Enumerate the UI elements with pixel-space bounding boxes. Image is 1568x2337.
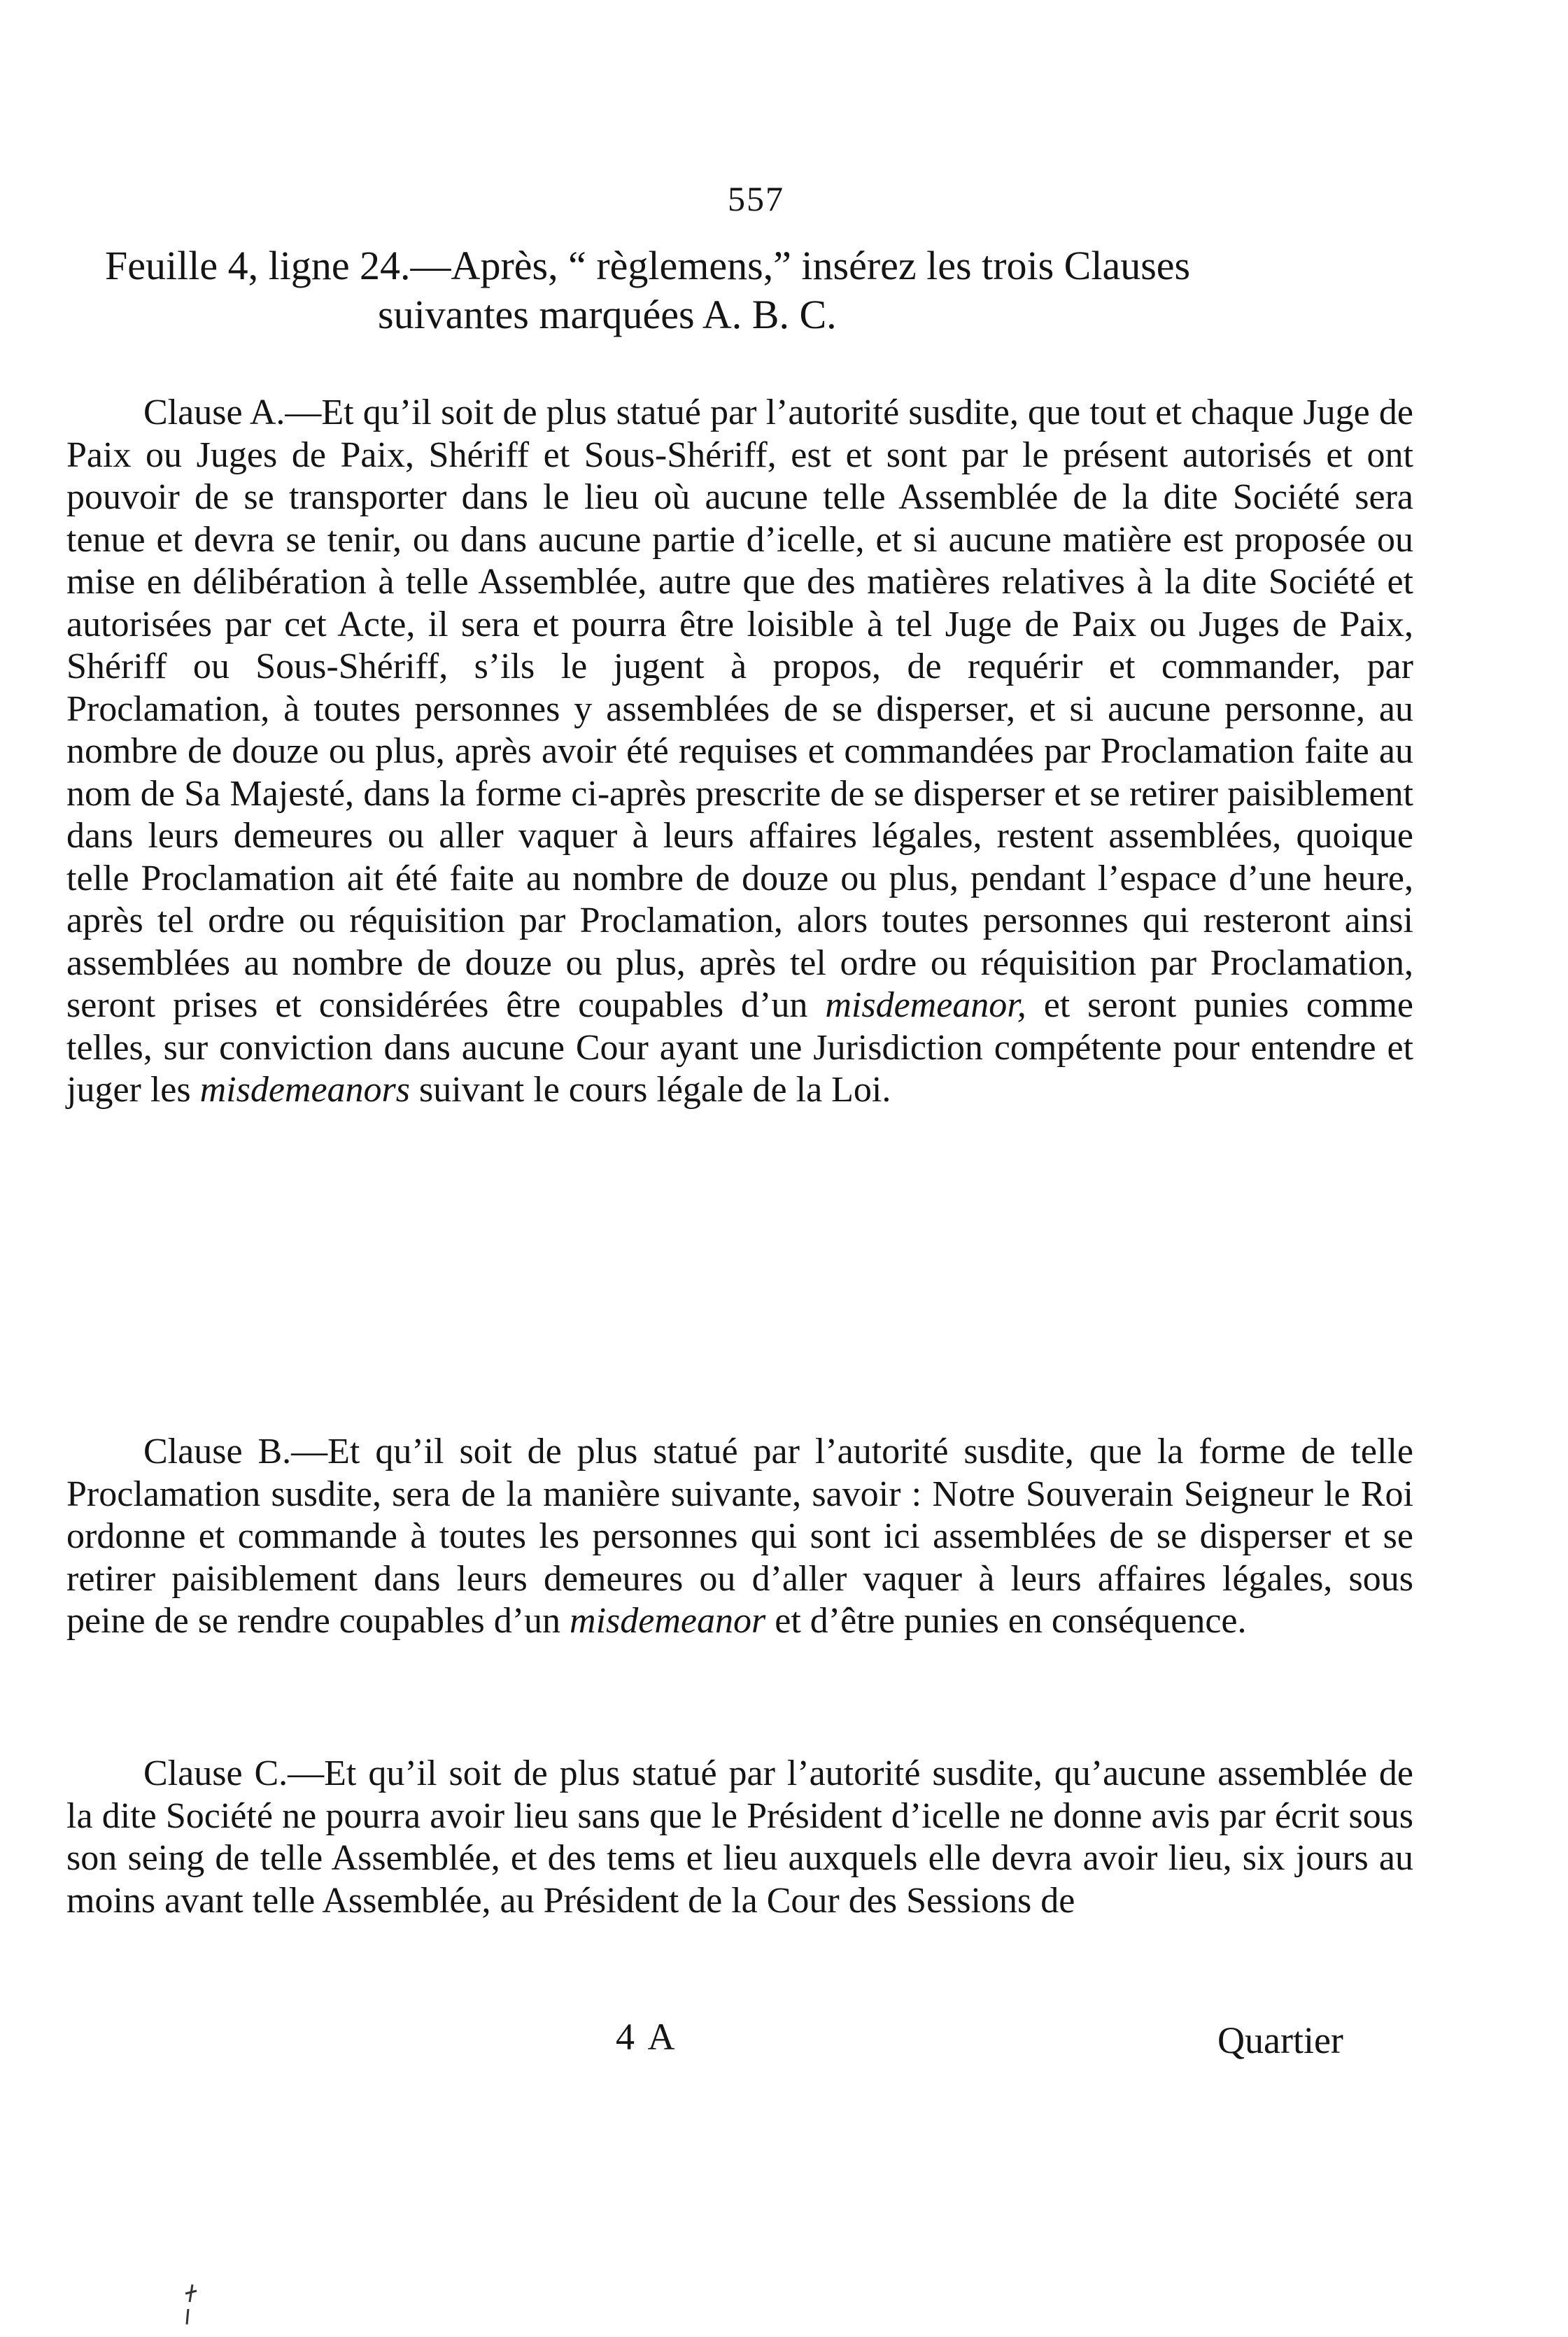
clause-c-paragraph [66,1753,1413,1922]
clause-a [66,392,1413,1112]
clause-a-text-middle: et seront punies comme telles, sur conviction dans aucune Cour ayant une Jurisdiction compétente pour entendre et juger les [66,985,1413,1110]
clause-c [66,1753,1413,1922]
ink-mark-icon [171,2281,213,2330]
clause-b-label: Clause B. [143,1432,292,1471]
amendment-instruction [105,241,1406,339]
catchword: Quartier [1217,2019,1343,2061]
clause-b-text-before: —Et qu’il soit de plus statué par l’autorité susdite, que la forme de telle Proclamation susdite, sera de la manière suivante, savoir : Notre Souverain Seigneur le Roi ordonne et commande à toutes les personnes qui sont ici assemblées de se disperser et se retirer paisiblement dans leurs demeures ou d’aller vaquer à leurs affaires légales, sous peine de se rendre coupables d’un [66,1432,1413,1641]
clause-b-italic-1: misdemeanor [570,1601,766,1641]
clause-b-text-after: et d’être punies en conséquence. [775,1601,1247,1641]
clause-a-italic-1: misdemeanor, [825,985,1026,1025]
clause-c-text: —Et qu’il soit de plus statué par l’autorité susdite, qu’aucune assemblée de la dite Société ne pourra avoir lieu sans que le Président d’icelle ne donne avis par écrit sous son seing de telle Assemblée, et des tems et lieu auxquels elle devra avoir lieu, six jours au moins avant telle Assemblée, au Président de la Cour des Sessions de [66,1753,1413,1921]
clause-c-label: Clause C. [143,1753,288,1793]
clause-b-paragraph [66,1431,1413,1643]
clause-a-label: Clause A. [143,393,285,432]
clause-a-text-before: —Et qu’il soit de plus statué par l’autorité susdite, que tout et chaque Juge de Paix ou Juges de Paix, Shériff et Sous-Shériff, est et sont par le présent autorisés et ont pouvoir de se transporter dans le lieu où aucune telle Assemblée de la dite Société sera tenue et devra se tenir, ou dans aucune partie d’icelle, et si aucune matière est proposée ou mise en délibération à telle Assemblée, autre que des matières relatives à la dite Société et autorisées par cet Acte, il sera et pourra être loisible à tel Juge de Paix ou Juges de Paix, Shériff ou Sous-Shériff, s’ils le jugent à propos, de requérir et commander, par Proclamation, à toutes personnes y assemblées de se disperser, et si aucune personne, au nombre de douze ou plus, après avoir été requises et commandées par Proclamation faite au nom de Sa Majesté, dans la forme ci-après prescrite de se disperser et se retirer paisiblement dans leurs demeures ou aller vaquer à leurs affaires légales, restent assemblées, quoique telle Proclamation ait été faite au nombre de douze ou plus, pendant l’espace d’une heure, après tel ordre ou réquisition par Proclamation, alors toutes personnes qui resteront ainsi assemblées au nombre de douze ou plus, après tel ordre ou réquisition par Proclamation, seront prises et considérées être coupables d’un [66,393,1413,1025]
page-number: 557 [728,179,784,218]
clause-a-paragraph [66,392,1413,1112]
clause-a-text-after: suivant le cours légale de la Loi. [419,1070,891,1110]
instruction-line-2: suivantes marquées A. B. C. [378,292,837,337]
signature-mark: 4 A [616,2016,678,2058]
clause-a-italic-2: misdemeanors [199,1070,411,1110]
instruction-line-1: Feuille 4, ligne 24.—Après, “ règlemens,” insérez les trois Clauses [105,243,1191,288]
clause-b [66,1431,1413,1643]
